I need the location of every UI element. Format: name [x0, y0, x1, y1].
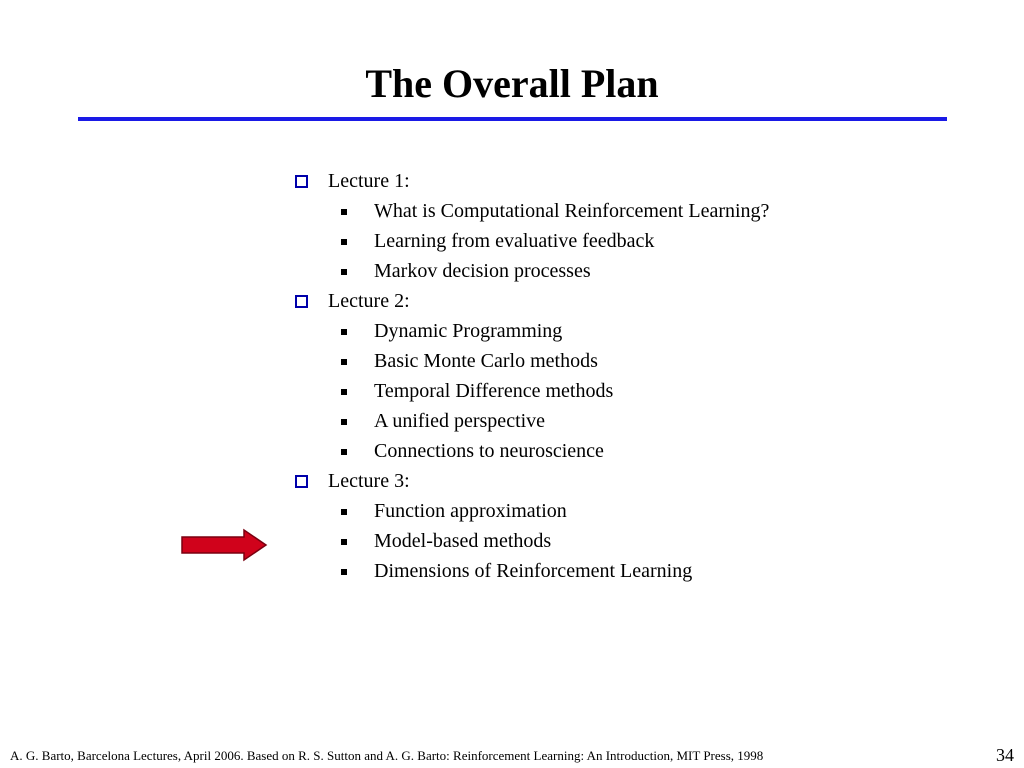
lecture-label: Lecture 1: — [328, 170, 410, 192]
square-bullet-icon — [341, 209, 347, 215]
topic-label: What is Computational Reinforcement Learning? — [374, 200, 770, 222]
topic-label: Connections to neuroscience — [374, 440, 604, 462]
topic-label: A unified perspective — [374, 410, 546, 432]
lecture-label: Lecture 2: — [328, 290, 410, 312]
topic-item — [292, 316, 769, 346]
square-bullet-icon — [341, 569, 347, 575]
square-bullet-icon — [341, 449, 347, 455]
topic-label: Dynamic Programming — [374, 320, 563, 342]
hollow-square-bullet-icon — [295, 475, 308, 488]
topic-label: Basic Monte Carlo methods — [374, 350, 598, 372]
topic-item — [292, 346, 769, 376]
footer-citation: A. G. Barto, Barcelona Lectures, April 2006. Based on R. S. Sutton and A. G. Barto: Reinforcement Learning: An Introduction, MIT Press, 1998 — [10, 748, 764, 763]
topic-item — [292, 376, 769, 406]
topic-item — [292, 256, 769, 286]
topic-item — [292, 436, 769, 466]
lecture-label: Lecture 3: — [328, 470, 410, 492]
topic-label: Function approximation — [374, 500, 567, 522]
lecture-item-3 — [292, 466, 769, 496]
topic-label: Model-based methods — [374, 530, 552, 552]
hollow-square-bullet-icon — [295, 295, 308, 308]
topic-item — [292, 226, 769, 256]
slide-title: The Overall Plan — [365, 61, 659, 106]
topic-item — [292, 526, 769, 556]
square-bullet-icon — [341, 539, 347, 545]
topic-label: Temporal Difference methods — [374, 380, 614, 402]
lecture-item-1 — [292, 166, 769, 196]
topic-item — [292, 556, 769, 586]
page-number: 34 — [996, 745, 1014, 765]
square-bullet-icon — [341, 359, 347, 365]
square-bullet-icon — [341, 269, 347, 275]
square-bullet-icon — [341, 389, 347, 395]
topic-label: Dimensions of Reinforcement Learning — [374, 560, 693, 582]
topic-item — [292, 196, 769, 226]
topic-item — [292, 406, 769, 436]
topic-label: Markov decision processes — [374, 260, 591, 282]
topic-label: Learning from evaluative feedback — [374, 230, 655, 252]
square-bullet-icon — [341, 239, 347, 245]
square-bullet-icon — [341, 419, 347, 425]
lecture-item-2 — [292, 286, 769, 316]
title-divider — [78, 117, 947, 121]
right-arrow-icon — [180, 528, 268, 562]
square-bullet-icon — [341, 509, 347, 515]
lecture-outline — [292, 166, 769, 586]
hollow-square-bullet-icon — [295, 175, 308, 188]
topic-item — [292, 496, 769, 526]
square-bullet-icon — [341, 329, 347, 335]
